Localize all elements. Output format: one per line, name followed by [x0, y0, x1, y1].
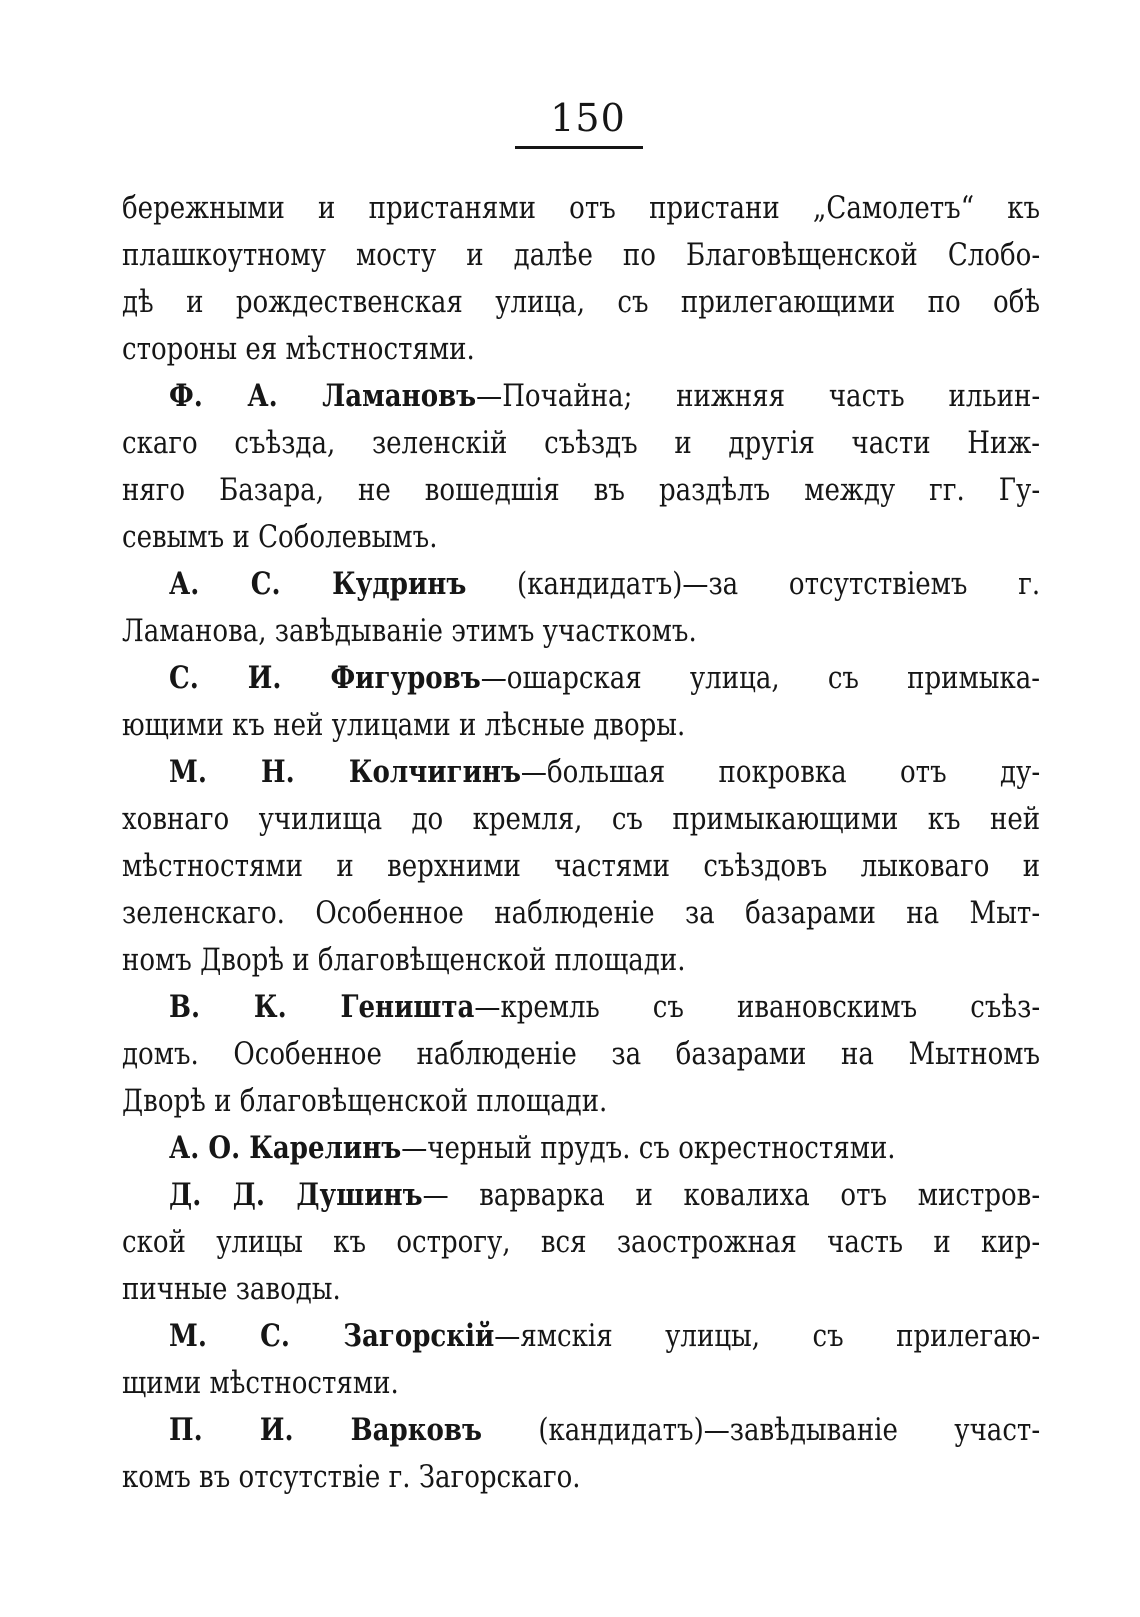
person-name: В. К. Геништа: [169, 989, 475, 1025]
text-line: севымъ и Соболевымъ.: [122, 519, 438, 555]
text-line: стороны ея мѣстностями.: [122, 331, 475, 367]
text-line: ющими къ ней улицами и лѣсные дворы.: [122, 707, 686, 743]
assignment-text: —кремль съ ивановскимъ съѣз-: [474, 989, 1041, 1025]
assignment-text: —ошарская улица, съ примыка-: [480, 660, 1041, 696]
assignment-text: (кандидатъ)—завѣдываніе участ-: [481, 1412, 1041, 1448]
assignment-text: —Почайна; нижняя часть ильин-: [476, 378, 1041, 414]
district-entry: [122, 561, 1040, 655]
assignment-text: (кандидатъ)—за отсутствіемъ г.: [466, 566, 1041, 602]
text-line: [122, 655, 1040, 702]
district-entry: [122, 749, 1040, 984]
assignment-text: —большая покровка отъ ду-: [520, 754, 1041, 790]
assignment-text: —ямскія улицы, съ прилегаю-: [494, 1318, 1041, 1354]
assignment-text: —черный прудъ. съ окрестностями.: [401, 1130, 896, 1166]
text-line: пичные заводы.: [122, 1271, 341, 1307]
text-line: ской улицы къ острогу, вся заострожная часть и кир-: [122, 1224, 1041, 1260]
district-entry: [122, 1407, 1040, 1501]
person-name: М. Н. Колчигинъ: [169, 754, 521, 790]
person-name: С. И. Фигуровъ: [169, 660, 481, 696]
text-line: [122, 373, 1040, 420]
page-number-rule: [515, 146, 643, 149]
text-line: [122, 1172, 1040, 1219]
text-line: бережными и пристанями отъ пристани „Самолетъ“ къ: [122, 190, 1041, 226]
district-entry: [122, 655, 1040, 749]
text-line: комъ въ отсутствіе г. Загорскаго.: [122, 1459, 581, 1495]
district-entry: [122, 1172, 1040, 1313]
continued-paragraph: [122, 185, 1040, 373]
assignment-text: — варварка и ковалиха отъ мистров-: [422, 1177, 1041, 1213]
district-entry: [122, 984, 1040, 1125]
text-line: [122, 1313, 1040, 1360]
person-name: А. О. Карелинъ: [169, 1130, 402, 1166]
text-line: номъ Дворѣ и благовѣщенской площади.: [122, 942, 686, 978]
district-entry: [122, 373, 1040, 561]
text-line: [122, 984, 1040, 1031]
text-line: Дворѣ и благовѣщенской площади.: [122, 1083, 608, 1119]
text-line: скаго съѣзда, зеленскій съѣздъ и другія части Ниж-: [122, 425, 1041, 461]
text-line: мѣстностями и верхними частями съѣздовъ лыковаго и: [122, 848, 1041, 884]
text-line: [122, 561, 1040, 608]
text-line: [122, 1407, 1040, 1454]
text-line: няго Базара, не вошедшія въ раздѣлъ между гг. Гу-: [122, 472, 1041, 508]
person-name: Д. Д. Душинъ: [169, 1177, 423, 1213]
text-line: ховнаго училища до кремля, съ примыкающими къ ней: [122, 801, 1041, 837]
page-body-text: [122, 185, 1040, 1501]
district-entry: [122, 1125, 1040, 1172]
person-name: Ф. А. Ламановъ: [169, 378, 477, 414]
text-line: дѣ и рождественская улица, съ прилегающими по обѣ: [122, 284, 1041, 320]
text-line: зеленскаго. Особенное наблюденіе за базарами на Мыт-: [122, 895, 1041, 931]
person-name: П. И. Варковъ: [169, 1412, 482, 1448]
text-line: щими мѣстностями.: [122, 1365, 399, 1401]
text-line: плашкоутному мосту и далѣе по Благовѣщенской Слобо-: [122, 237, 1041, 273]
district-entry: [122, 1313, 1040, 1407]
person-name: А. С. Кудринъ: [169, 566, 467, 602]
page-number: 150: [550, 96, 626, 140]
text-line: домъ. Особенное наблюденіе за базарами на Мытномъ: [122, 1036, 1041, 1072]
text-line: Ламанова, завѣдываніе этимъ участкомъ.: [122, 613, 697, 649]
text-line: [122, 749, 1040, 796]
text-line: [122, 1125, 1040, 1172]
person-name: М. С. Загорскій: [169, 1318, 495, 1354]
